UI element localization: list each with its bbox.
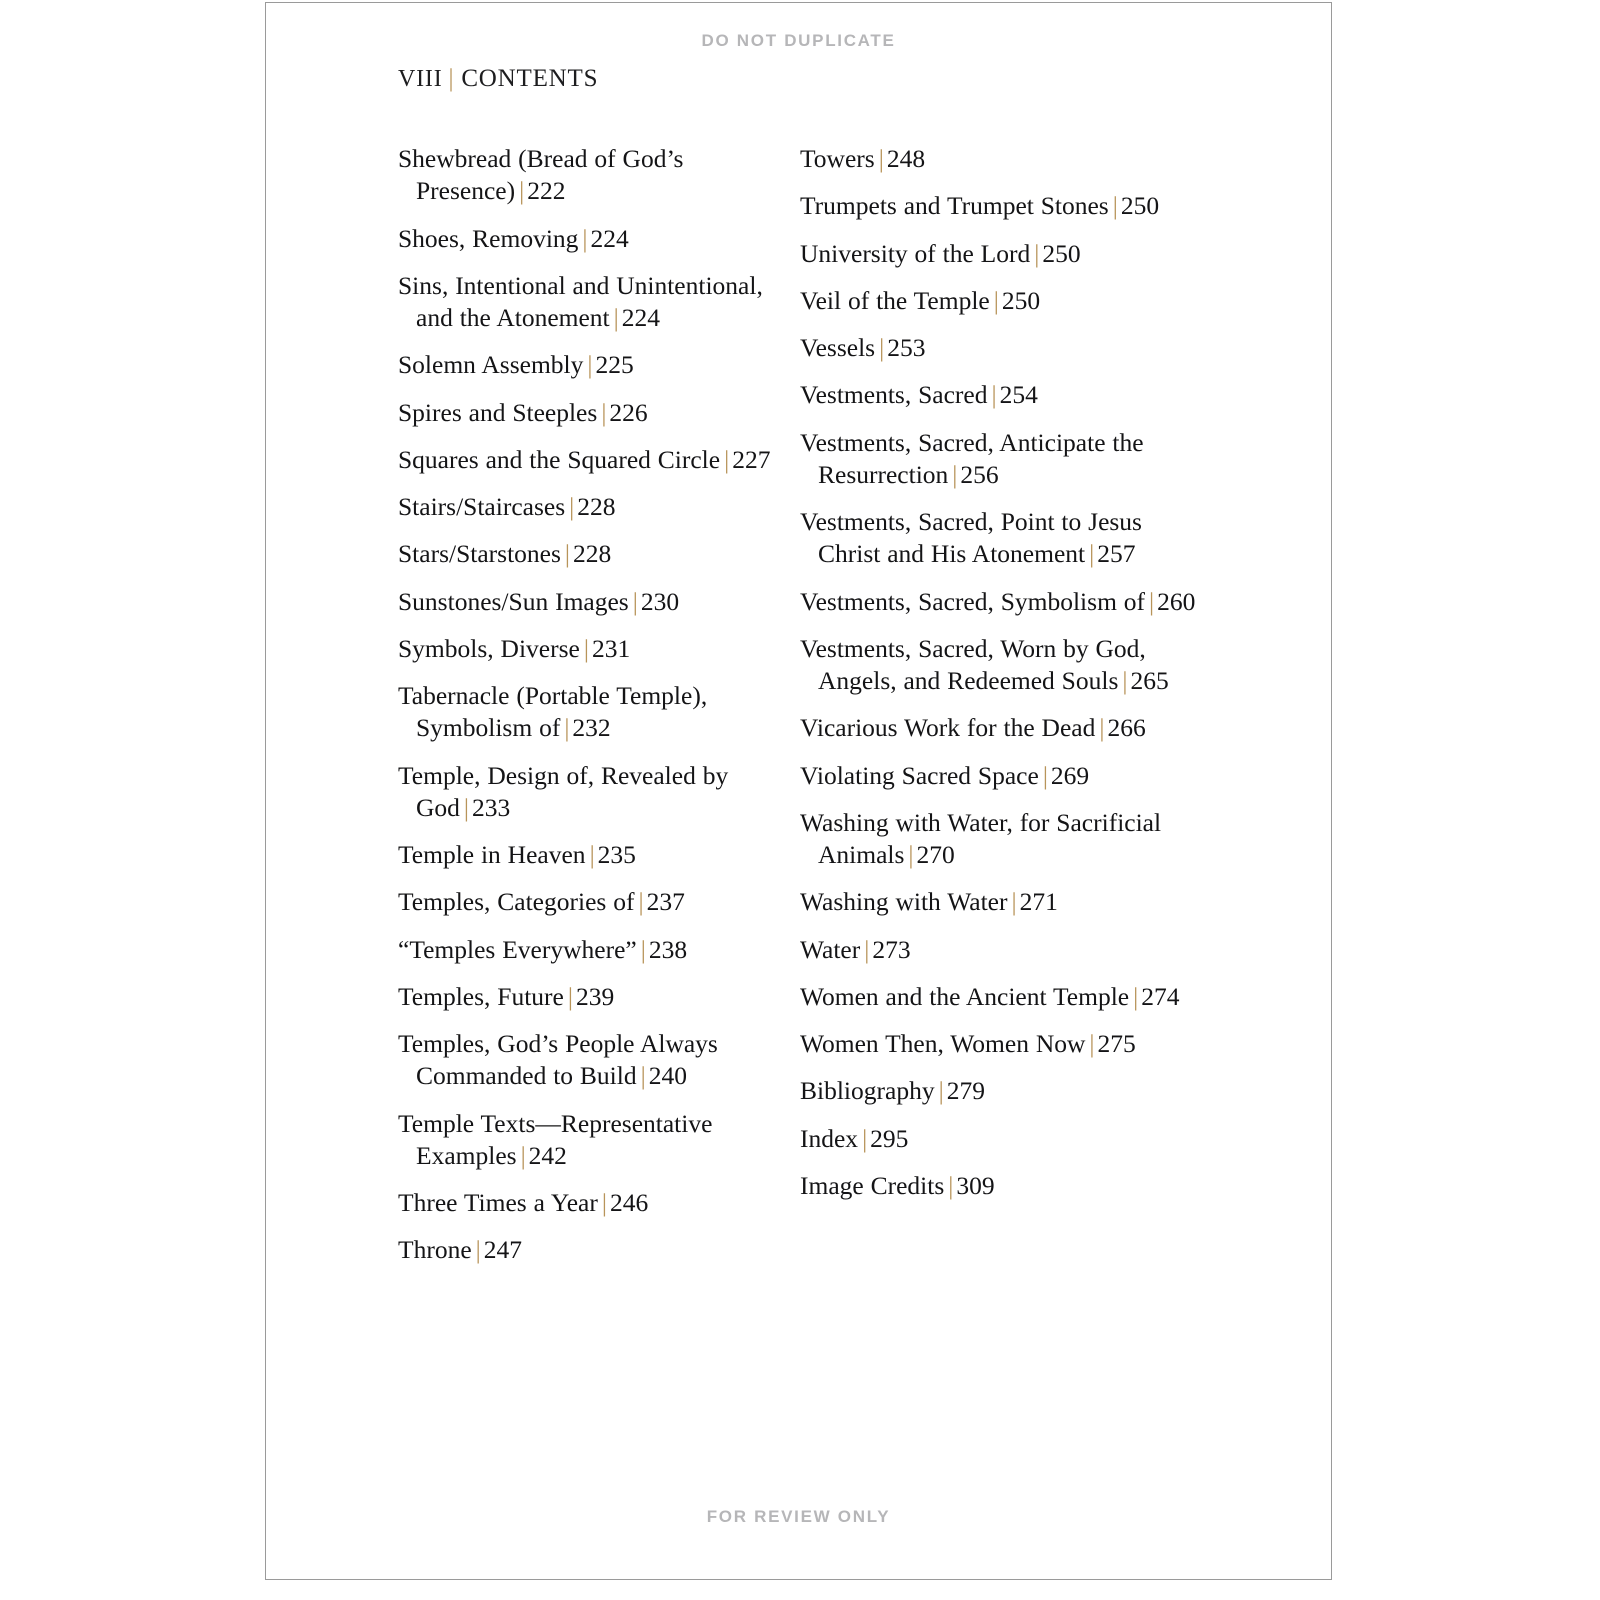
- toc-entry-separator: |: [1034, 238, 1040, 268]
- toc-entry-separator: |: [640, 1061, 646, 1091]
- toc-entry-page-number: 239: [575, 981, 615, 1011]
- toc-entry-separator: |: [582, 223, 588, 253]
- toc-entry-title: Bibliography: [800, 1076, 935, 1106]
- toc-entry-page-number: 235: [597, 840, 636, 869]
- toc-entry-page-number: 265: [1130, 666, 1169, 695]
- toc-entry[interactable]: [800, 506, 1200, 571]
- toc-entry-page-number: 228: [573, 539, 612, 569]
- toc-entry-title: Trumpets and Trumpet Stones: [800, 191, 1109, 221]
- toc-entry-title: Washing with Water, for Sacrificial Animals: [800, 807, 1162, 869]
- toc-entry-title: Solemn Assembly: [398, 350, 584, 380]
- toc-entry-separator: |: [632, 586, 638, 616]
- toc-column-right: [798, 143, 1200, 1282]
- toc-entry[interactable]: [398, 760, 798, 825]
- toc-entry-separator: |: [638, 887, 644, 917]
- toc-entry-separator: |: [569, 492, 575, 521]
- toc-entry-separator: |: [519, 176, 525, 206]
- toc-entry[interactable]: [398, 981, 798, 1013]
- toc-entry-page-number: 260: [1157, 586, 1196, 616]
- toc-entry-page-number: 224: [590, 223, 629, 253]
- toc-entry-separator: |: [938, 1076, 944, 1106]
- toc-entry-title: Veil of the Temple: [800, 285, 990, 315]
- toc-entry-page-number: 253: [887, 333, 926, 362]
- toc-entry-page-number: 274: [1141, 981, 1180, 1011]
- toc-entry[interactable]: [398, 586, 798, 618]
- toc-entry-separator: |: [613, 303, 619, 332]
- toc-entry-separator: |: [1089, 539, 1095, 569]
- toc-entry-title: University of the Lord: [800, 238, 1031, 268]
- toc-entry-separator: |: [520, 1140, 526, 1170]
- toc-entry-page-number: 224: [621, 303, 660, 332]
- toc-entry-separator: |: [879, 333, 885, 362]
- toc-entry-title: Temples, Categories of: [398, 887, 635, 917]
- toc-entry-page-number: 232: [572, 713, 611, 743]
- toc-entry-separator: |: [463, 792, 470, 822]
- toc-entry-title: Temple, Design of, Revealed by God: [398, 760, 729, 822]
- toc-entry-page-number: 237: [646, 887, 685, 917]
- watermark-do-not-duplicate: DO NOT DUPLICATE: [701, 31, 896, 50]
- toc-entry-separator: |: [1149, 586, 1155, 616]
- toc-entry[interactable]: [398, 538, 798, 570]
- toc-entry-page-number: 250: [1001, 285, 1041, 315]
- toc-entry[interactable]: [800, 586, 1200, 618]
- toc-entry-title: Shewbread (Bread of God’s Presence): [398, 144, 684, 206]
- page-title: CONTENTS: [461, 65, 599, 92]
- toc-entry[interactable]: [398, 491, 798, 523]
- watermark-for-review-only: FOR REVIEW ONLY: [706, 1507, 891, 1526]
- toc-entry[interactable]: [398, 839, 798, 871]
- toc-entry[interactable]: [800, 712, 1200, 744]
- toc-entry[interactable]: [398, 1028, 798, 1093]
- toc-entry-page-number: 273: [872, 934, 911, 964]
- toc-entry[interactable]: [800, 1075, 1200, 1107]
- toc-entry[interactable]: [800, 760, 1200, 792]
- toc-entry-title: Three Times a Year: [398, 1188, 598, 1217]
- toc-entry-title: Index: [800, 1123, 859, 1153]
- toc-entry-page-number: 256: [960, 459, 999, 489]
- toc-entry-separator: |: [908, 840, 914, 869]
- toc-entry[interactable]: [398, 886, 798, 918]
- toc-entry[interactable]: [398, 223, 798, 255]
- toc-entry-title: Towers: [800, 144, 875, 173]
- toc-entry[interactable]: [398, 397, 798, 429]
- toc-entry[interactable]: [800, 1170, 1200, 1202]
- toc-entry-separator: |: [1112, 191, 1118, 221]
- toc-entry-title: Sunstones/Sun Images: [398, 586, 629, 616]
- toc-entry-title: Temple Texts—Representative Examples: [398, 1108, 713, 1170]
- toc-entry-separator: |: [862, 1123, 868, 1153]
- toc-entry-separator: |: [640, 934, 646, 964]
- toc-entry[interactable]: [398, 680, 798, 745]
- page-header-folio-line: [398, 65, 598, 93]
- toc-entry-separator: |: [948, 1170, 954, 1200]
- toc-entry-page-number: 295: [870, 1123, 909, 1153]
- toc-entry-title: Vestments, Sacred: [800, 380, 988, 410]
- toc-entry-title: Vestments, Sacred, Point to Jesus Christ and His Atonement: [800, 507, 1142, 569]
- toc-entry[interactable]: [800, 238, 1200, 270]
- toc-entry[interactable]: [800, 886, 1200, 918]
- toc-entry-separator: |: [587, 350, 593, 380]
- toc-entry-page-number: 270: [916, 840, 955, 869]
- toc-entry[interactable]: [398, 143, 798, 208]
- toc-entry-separator: |: [952, 459, 958, 489]
- toc-entry-separator: |: [567, 981, 573, 1011]
- toc-entry-title: Stars/Starstones: [398, 539, 561, 569]
- toc-entry-page-number: 257: [1097, 539, 1136, 569]
- toc-entry-title: Vestments, Sacred, Anticipate the Resurrection: [800, 427, 1144, 489]
- toc-entry-title: Violating Sacred Space: [800, 760, 1039, 790]
- toc-entry[interactable]: [800, 1123, 1200, 1155]
- toc-entry-page-number: 250: [1120, 191, 1160, 221]
- toc-entry-page-number: 271: [1019, 887, 1058, 917]
- toc-entry-title: Image Credits: [800, 1170, 945, 1200]
- toc-entry[interactable]: [398, 444, 798, 476]
- toc-entry-page-number: 275: [1097, 1029, 1136, 1058]
- toc-entry-title: Vicarious Work for the Dead: [800, 713, 1096, 743]
- toc-entry-title: Throne: [398, 1235, 472, 1265]
- toc-entry-page-number: 250: [1042, 238, 1081, 268]
- toc-entry-separator: |: [583, 633, 589, 663]
- toc-entry-title: Temples, God’s People Always Commanded to Build: [398, 1029, 718, 1091]
- toc-entry-title: Women and the Ancient Temple: [800, 981, 1130, 1011]
- toc-entry-separator: |: [1042, 760, 1048, 790]
- toc-entry-separator: |: [601, 1188, 607, 1217]
- toc-entry-title: Vestments, Sacred, Symbolism of: [800, 586, 1146, 616]
- toc-entry[interactable]: [398, 1108, 798, 1173]
- toc-entry-title: Women Then, Women Now: [800, 1029, 1086, 1058]
- toc-entry-page-number: 238: [648, 934, 688, 964]
- toc-entry-page-number: 222: [527, 176, 566, 206]
- toc-entry[interactable]: [398, 633, 798, 665]
- toc-entry-separator: |: [724, 444, 730, 474]
- toc-entry-title: Temples, Future: [398, 981, 564, 1011]
- folio-separator: |: [448, 65, 455, 92]
- toc-entry-page-number: 242: [528, 1140, 567, 1170]
- toc-entry-page-number: 240: [648, 1061, 687, 1091]
- toc-entry-title: Washing with Water: [800, 887, 1008, 917]
- toc-entry[interactable]: [398, 934, 798, 966]
- toc-entry-separator: |: [475, 1235, 481, 1265]
- toc-entry[interactable]: [800, 633, 1200, 698]
- toc-entry[interactable]: [398, 1187, 798, 1219]
- toc-entry[interactable]: [800, 981, 1200, 1013]
- toc-entry-separator: |: [1099, 713, 1105, 743]
- toc-entry-page-number: 228: [577, 492, 616, 521]
- toc-entry-page-number: 230: [640, 586, 680, 616]
- book-page-sheet: [265, 2, 1332, 1580]
- toc-entry-separator: |: [564, 539, 571, 569]
- toc-entry-separator: |: [864, 934, 870, 964]
- toc-entry-page-number: 254: [999, 380, 1038, 410]
- toc-entry-page-number: 246: [609, 1188, 649, 1217]
- toc-entry[interactable]: [800, 285, 1200, 317]
- toc-entry-separator: |: [993, 285, 999, 315]
- toc-entry-separator: |: [1089, 1029, 1095, 1058]
- folio-number: VIII: [398, 66, 443, 92]
- toc-entry[interactable]: [398, 270, 798, 335]
- toc-entry[interactable]: [800, 190, 1200, 222]
- toc-entry[interactable]: [800, 143, 1200, 175]
- table-of-contents: [398, 143, 1198, 1282]
- toc-entry-page-number: 247: [483, 1235, 522, 1265]
- toc-entry-page-number: 233: [472, 792, 511, 822]
- toc-entry-page-number: 309: [956, 1170, 995, 1200]
- toc-entry-separator: |: [601, 397, 607, 427]
- toc-column-left: [398, 143, 798, 1282]
- toc-entry-title: Shoes, Removing: [398, 223, 579, 253]
- toc-entry-separator: |: [1122, 666, 1128, 695]
- toc-entry[interactable]: [800, 379, 1200, 411]
- toc-entry-page-number: 227: [732, 444, 771, 474]
- toc-entry-separator: |: [1011, 887, 1017, 917]
- toc-entry[interactable]: [398, 349, 798, 381]
- toc-entry-page-number: 248: [886, 144, 926, 173]
- toc-entry-title: “Temples Everywhere”: [398, 934, 637, 964]
- toc-entry-page-number: 279: [946, 1076, 985, 1106]
- toc-entry-title: Temple in Heaven: [398, 840, 586, 869]
- toc-entry-title: Water: [800, 934, 861, 964]
- toc-entry-separator: |: [589, 840, 595, 869]
- toc-entry-page-number: 226: [609, 397, 648, 427]
- toc-entry-separator: |: [564, 713, 570, 743]
- toc-entry-page-number: 266: [1107, 713, 1146, 743]
- toc-entry-title: Squares and the Squared Circle: [398, 444, 721, 474]
- toc-entry-separator: |: [991, 380, 997, 410]
- toc-entry-separator: |: [1133, 981, 1139, 1011]
- toc-entry-title: Tabernacle (Portable Temple), Symbolism of: [398, 681, 708, 743]
- toc-entry-title: Stairs/Staircases: [398, 492, 566, 521]
- toc-entry-title: Vessels: [800, 333, 876, 362]
- toc-entry-page-number: 231: [591, 633, 631, 663]
- toc-entry-separator: |: [878, 144, 884, 173]
- toc-entry[interactable]: [800, 934, 1200, 966]
- toc-entry-title: Sins, Intentional and Unintentional, and the Atonement: [398, 270, 763, 332]
- toc-entry[interactable]: [800, 807, 1200, 872]
- toc-entry-title: Spires and Steeples: [398, 397, 598, 427]
- toc-entry[interactable]: [800, 1028, 1200, 1060]
- toc-entry[interactable]: [800, 332, 1200, 364]
- toc-entry-title: Vestments, Sacred, Worn by God, Angels, and Redeemed Souls: [800, 633, 1146, 695]
- toc-entry[interactable]: [398, 1234, 798, 1266]
- toc-entry-page-number: 225: [595, 350, 634, 380]
- toc-entry-page-number: 269: [1050, 760, 1090, 790]
- toc-entry-title: Symbols, Diverse: [398, 633, 580, 663]
- toc-entry[interactable]: [800, 427, 1200, 492]
